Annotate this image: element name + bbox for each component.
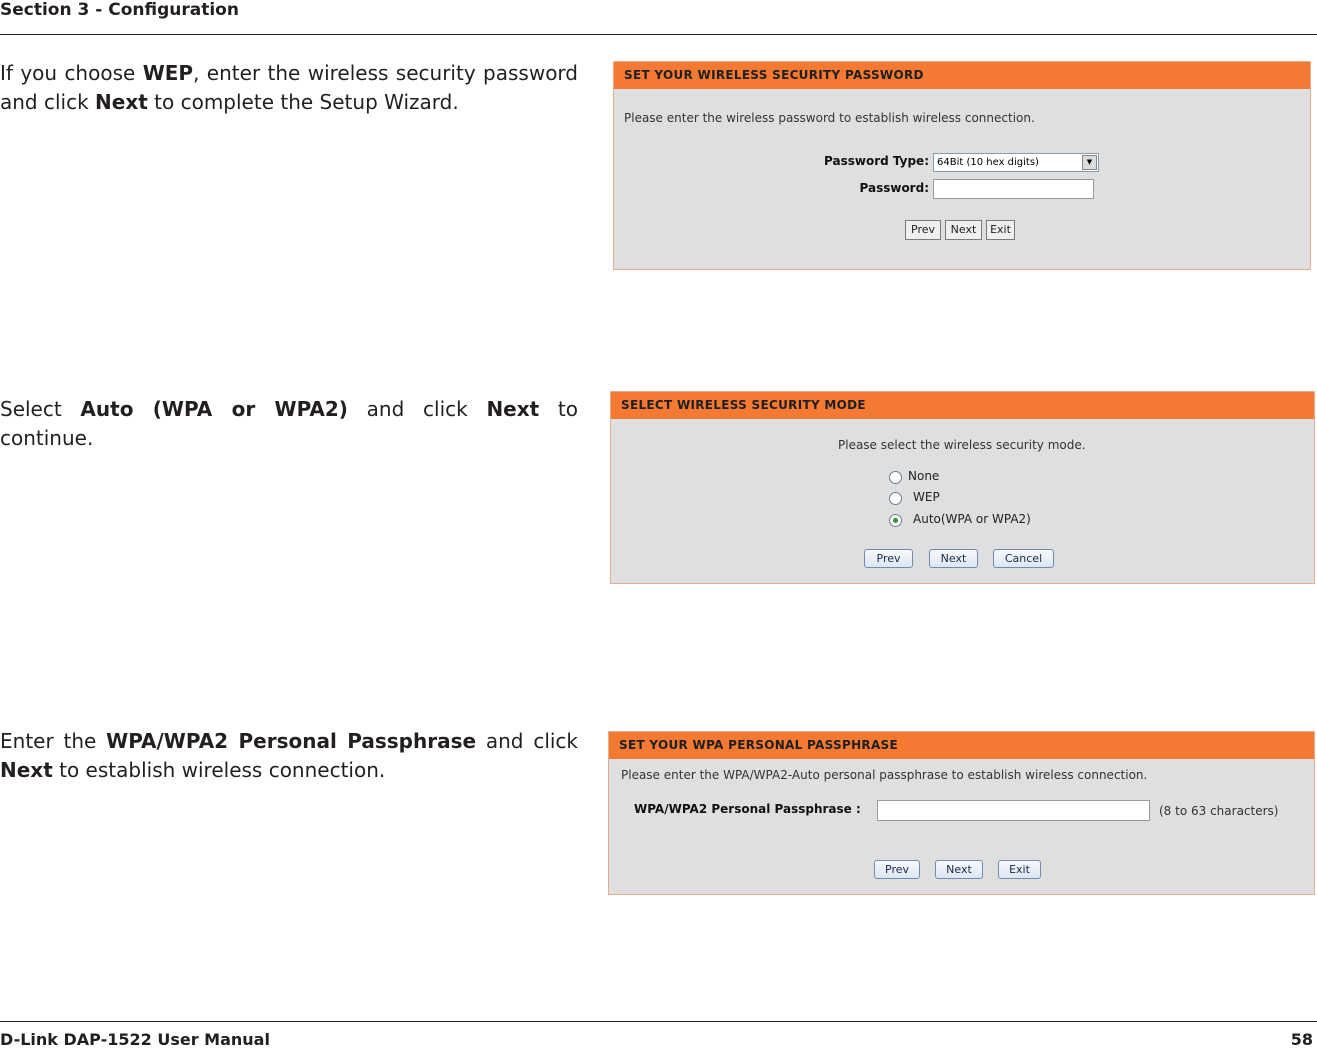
step1-text-b: , enter the wireless security password and click [0,61,578,114]
step2-text-b: and click [347,397,487,421]
step3-text-b: and click [476,729,579,753]
step1-instructions [0,59,578,117]
passphrase-hint: (8 to 63 characters) [1159,804,1279,818]
passphrase-label: WPA/WPA2 Personal Passphrase : [634,802,861,816]
step1-text-a: If you choose [0,61,143,85]
footer-divider [0,1021,1317,1022]
password-type-label: Password Type: [824,154,929,168]
header-divider [0,34,1317,35]
wep-password-panel [613,61,1311,270]
step1-bold-next: Next [95,90,148,114]
panel-description: Please enter the WPA/WPA2-Auto personal passphrase to establish wireless connection. [621,768,1148,782]
panel-title: SET YOUR WIRELESS SECURITY PASSWORD [614,62,1310,89]
radio-selected-dot [893,518,898,523]
prev-button[interactable]: Prev [905,220,941,240]
step1-text-c: to complete the Setup Wizard. [147,90,459,114]
section-title: Section 3 - Configuration [0,0,239,20]
exit-button[interactable]: Exit [986,220,1015,240]
step2-text-a: Select [0,397,81,421]
prev-button[interactable]: Prev [874,860,920,879]
exit-button[interactable]: Exit [998,860,1041,879]
radio-wep[interactable] [889,492,902,505]
step2-text-c: to continue. [0,397,579,450]
radio-auto-wpa[interactable] [889,514,902,527]
step3-bold-next: Next [0,758,53,782]
next-button[interactable]: Next [929,549,978,568]
panel-title: SET YOUR WPA PERSONAL PASSPHRASE [609,732,1314,759]
password-type-value: 64Bit (10 hex digits) [937,157,1039,168]
password-field[interactable] [933,179,1094,199]
passphrase-field[interactable] [877,800,1150,821]
step2-bold-next: Next [486,397,540,421]
step1-bold-wep: WEP [142,61,194,85]
page-number: 58 [1290,1030,1313,1049]
next-button[interactable]: Next [945,220,982,240]
step2-instructions [0,395,578,453]
step3-text-c: to establish wireless connection. [52,758,386,782]
cancel-button[interactable]: Cancel [993,549,1054,568]
step2-bold-auto: Auto (WPA or WPA2) [80,397,348,421]
prev-button[interactable]: Prev [864,549,913,568]
chevron-down-icon[interactable]: ▼ [1082,155,1097,170]
panel-description: Please select the wireless security mode. [838,438,1086,452]
radio-label-wep: WEP [913,490,940,504]
step3-bold-passphrase: WPA/WPA2 Personal Passphrase [106,729,477,753]
password-type-select[interactable] [933,153,1099,172]
panel-title: SELECT WIRELESS SECURITY MODE [611,392,1314,419]
security-mode-panel [610,391,1315,584]
step3-text-a: Enter the [0,729,107,753]
radio-none[interactable] [889,471,902,484]
radio-label-none: None [908,469,940,483]
panel-description: Please enter the wireless password to establish wireless connection. [624,111,1035,125]
step3-instructions [0,727,578,785]
next-button[interactable]: Next [935,860,983,879]
wpa-passphrase-panel [608,731,1315,895]
radio-label-auto: Auto(WPA or WPA2) [913,512,1031,526]
password-label: Password: [859,181,929,195]
manual-title: D-Link DAP-1522 User Manual [0,1030,270,1049]
